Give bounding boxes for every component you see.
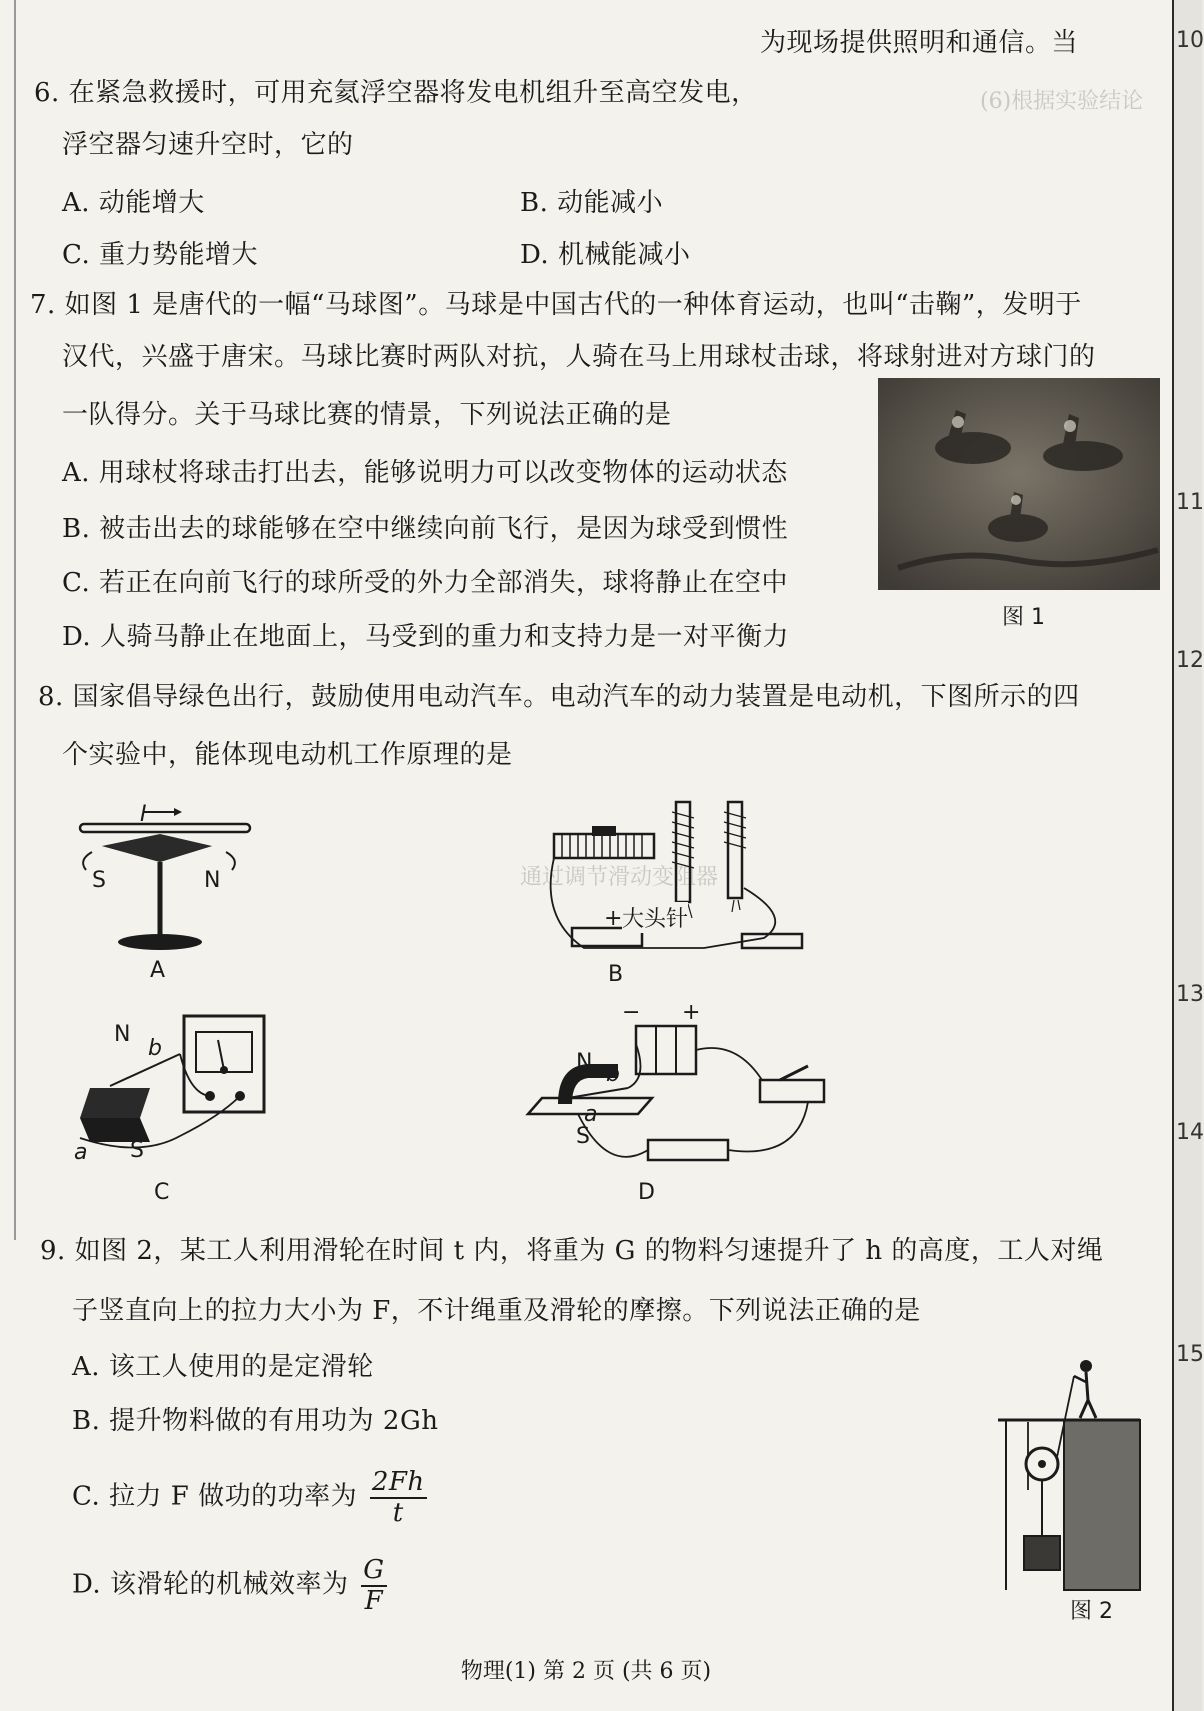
q6-option-c: C. 重力势能增大 xyxy=(62,240,258,270)
q7-option-d: D. 人骑马静止在地面上，马受到的重力和支持力是一对平衡力 xyxy=(62,622,789,652)
figure-a-current-label: I xyxy=(140,802,147,827)
figure-d-plus-label: + xyxy=(682,1000,701,1025)
q9-option-b: B. 提升物料做的有用功为 2Gh xyxy=(72,1406,439,1436)
q9-option-d-fraction xyxy=(361,1556,386,1615)
figure-a-s-label: S xyxy=(92,868,106,893)
q9-option-d-text: D. 该滑轮的机械效率为 xyxy=(72,1569,349,1600)
q7-option-a: A. 用球杖将球击打出去，能够说明力可以改变物体的运动状态 xyxy=(62,458,788,488)
q6-option-d: D. 机械能减小 xyxy=(520,240,691,270)
q9-option-c xyxy=(72,1468,427,1527)
q7-stem-line3: 一队得分。关于马球比赛的情景，下列说法正确的是 xyxy=(62,400,672,430)
figure-d-a-label: a xyxy=(584,1102,598,1127)
q9-option-c-fraction xyxy=(370,1468,427,1527)
figure2-caption: 图 2 xyxy=(1070,1599,1113,1624)
q8-stem-line1: 8. 国家倡导绿色出行，鼓励使用电动汽车。电动汽车的动力装置是电动机，下图所示的四 xyxy=(38,682,1080,712)
margin-number: 15 xyxy=(1176,1342,1204,1367)
q7-stem-line2: 汉代，兴盛于唐宋。马球比赛时两队对抗，人骑在马上用球杖击球，将球射进对方球门的 xyxy=(62,342,1096,372)
fraction-numerator: G xyxy=(363,1555,385,1585)
figure-c-label: C xyxy=(154,1180,170,1205)
margin-number: 14 xyxy=(1176,1120,1204,1145)
margin-number: 10 xyxy=(1176,28,1204,53)
margin-number: 12 xyxy=(1176,648,1204,673)
q9-stem-line1: 9. 如图 2，某工人利用滑轮在时间 t 内，将重为 G 的物料匀速提升了 h 的高度，工人对绳 xyxy=(40,1236,1104,1266)
figure-b-pin-label: 大头针 xyxy=(622,902,688,933)
bleed-through-text: (6)根据实验结论 xyxy=(980,89,1144,114)
polo-painting-image xyxy=(878,378,1160,590)
q6-stem-line1: 6. 在紧急救援时，可用充氦浮空器将发电机组升至高空发电， xyxy=(34,78,758,108)
figure-c-s-label: S xyxy=(130,1138,144,1163)
fraction-denominator: t xyxy=(392,1497,404,1528)
right-margin-strip xyxy=(1172,0,1202,1711)
page-footer: 物理(1) 第 2 页 (共 6 页) xyxy=(460,1659,712,1684)
margin-number: 11 xyxy=(1176,490,1204,515)
figure-d-label: D xyxy=(638,1180,655,1205)
figure-a-label: A xyxy=(150,958,166,983)
figure-a-n-label: N xyxy=(204,868,221,893)
q9-option-a: A. 该工人使用的是定滑轮 xyxy=(72,1352,374,1382)
pulley-figure xyxy=(998,1360,1148,1592)
figure-c-b-label: b xyxy=(148,1036,162,1061)
figure-d-s-label: S xyxy=(576,1124,590,1149)
q9-stem-line2: 子竖直向上的拉力大小为 F，不计绳重及滑轮的摩擦。下列说法正确的是 xyxy=(72,1296,921,1326)
q9-option-c-text: C. 拉力 F 做功的功率为 xyxy=(72,1481,358,1512)
q8-stem-line2: 个实验中，能体现电动机工作原理的是 xyxy=(62,740,513,770)
fraction-denominator: F xyxy=(364,1585,384,1616)
figure-b-label: B xyxy=(608,962,624,987)
q7-option-c: C. 若正在向前飞行的球所受的外力全部消失，球将静止在空中 xyxy=(62,568,788,598)
experiment-b-figure xyxy=(532,788,832,968)
figure1-caption: 图 1 xyxy=(1002,605,1045,630)
figure-c-a-label: a xyxy=(74,1140,88,1165)
q7-option-b: B. 被击出去的球能够在空中继续向前飞行，是因为球受到惯性 xyxy=(62,514,789,544)
header-partial-line: 为现场提供照明和通信。当 xyxy=(760,28,1079,58)
q9-option-d xyxy=(72,1556,387,1615)
q6-stem-line2: 浮空器匀速升空时，它的 xyxy=(62,130,354,160)
left-fold-line xyxy=(14,0,16,1240)
fraction-numerator: 2Fh xyxy=(371,1467,425,1497)
bleed-through-text: 通过调节滑动变阻器 xyxy=(520,865,719,890)
margin-number: 13 xyxy=(1176,982,1204,1007)
figure-d-minus-label: − xyxy=(622,1000,641,1025)
figure-d-n-label: N xyxy=(576,1050,593,1075)
experiment-d-figure xyxy=(528,1000,858,1180)
q6-option-a: A. 动能增大 xyxy=(62,188,205,218)
q7-stem-line1: 7. 如图 1 是唐代的一幅“马球图”。马球是中国古代的一种体育运动，也叫“击鞠”，发明于 xyxy=(30,290,1082,320)
figure-d-b-label: b xyxy=(606,1062,620,1087)
experiment-c-figure xyxy=(70,1008,330,1168)
figure-c-n-label: N xyxy=(114,1022,131,1047)
figure-b-plus-label: + xyxy=(604,906,623,931)
q6-option-b: B. 动能减小 xyxy=(520,188,664,218)
